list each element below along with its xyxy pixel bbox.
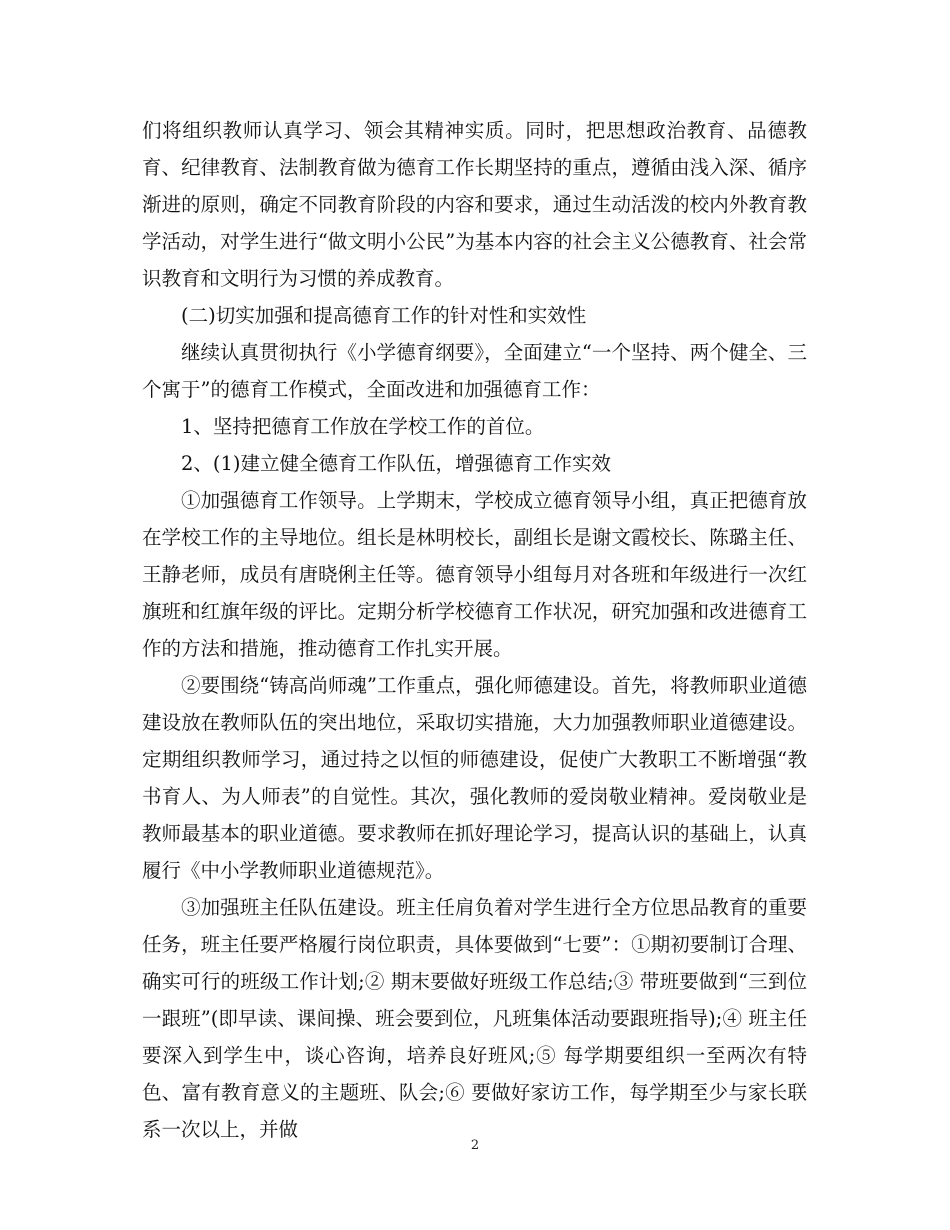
list-item-2: 2、(1)建立健全德育工作队伍，增强德育工作实效: [181, 452, 612, 475]
paragraph-continuation: 们将组织教师认真学习、领会其精神实质。同时，把思想政治教育、品德教育、纪律教育、法制教育做为德育工作长期坚持的重点，遵循由浅入深、循序渐进的原则，确定不同教育阶段的内容和要求，通过生动活泼的校内外教育教学活动，对学生进行“做文明小公民”为基本内容的社会主义公德教育、社会常识教育和文明行为习惯的养成教育。: [142, 119, 807, 290]
page-number: 2: [470, 1138, 480, 1153]
paragraph-intro: 继续认真贯彻执行《小学德育纲要》，全面建立“一个坚持、两个健全、三个寓于”的德育工作模式，全面改进和加强德育工作：: [142, 341, 807, 401]
paragraph-class-teacher: ③加强班主任队伍建设。班主任肩负着对学生进行全方位思品教育的重要任务，班主任要严格履行岗位职责，具体要做到“七要”：①期初要制订合理、确实可行的班级工作计划;② 期末要做好班级工作总结;③ 带班要做到“三到位一跟班”(即早读、课间操、班会要到位，凡班集体活动要跟班指导);④ 班主任要深入到学生中，谈心咨询，培养良好班风;⑤ 每学期要组织一至两次有特色、富有教育意义的主题班、队会;⑥ 要做好家访工作，每学期至少与家长联系一次以上，并做: [142, 896, 807, 1141]
list-item-1: 1、坚持把德育工作放在学校工作的首位。: [181, 415, 545, 438]
paragraph-teacher-ethics: ②要围绕“铸高尚师魂”工作重点，强化师德建设。首先，将教师职业道德建设放在教师队伍的突出地位，采取切实措施，大力加强教师职业道德建设。定期组织教师学习，通过持之以恒的师德建设，促使广大教职工不断增强“教书育人、为人师表”的自觉性。其次，强化教师的爱岗敬业精神。爱岗敬业是教师最基本的职业道德。要求教师在抓好理论学习，提高认识的基础上，认真履行《中小学教师职业道德规范》。: [142, 674, 807, 882]
paragraph-leadership: ①加强德育工作领导。上学期末，学校成立德育领导小组，真正把德育放在学校工作的主导地位。组长是林明校长，副组长是谢文霞校长、陈璐主任、王静老师，成员有唐晓俐主任等。德育领导小组每月对各班和年级进行一次红旗班和红旗年级的评比。定期分析学校德育工作状况，研究加强和改进德育工作的方法和措施，推动德育工作扎实开展。: [142, 489, 807, 660]
document-body: [142, 112, 807, 1148]
section-heading: (二)切实加强和提高德育工作的针对性和实效性: [181, 304, 587, 327]
